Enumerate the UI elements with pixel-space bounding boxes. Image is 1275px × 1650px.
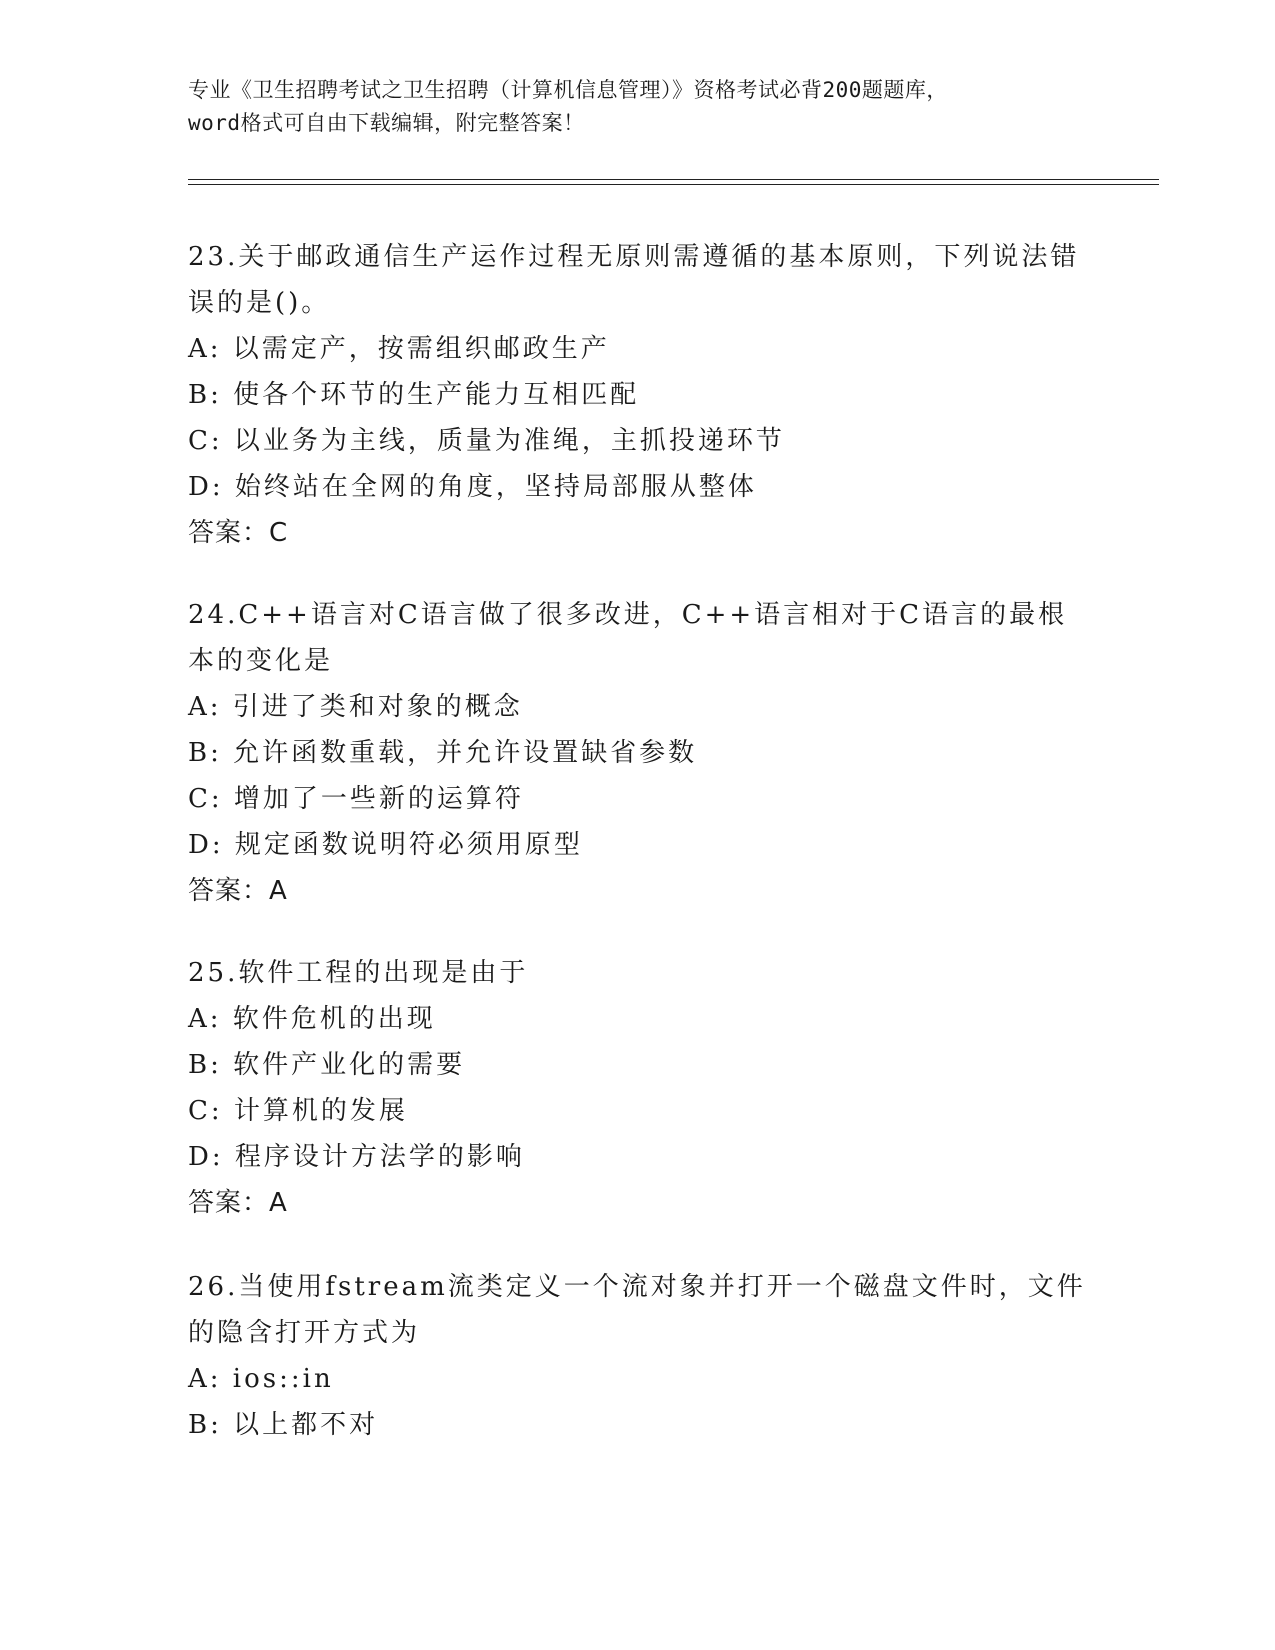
question-text: 24.C++语言对C语言做了很多改进，C++语言相对于C语言的最根本的变化是 [188, 600, 1068, 676]
option-b: B: 使各个环节的生产能力互相匹配 [188, 380, 640, 410]
option-b: B: 允许函数重载，并允许设置缺省参数 [188, 738, 698, 768]
answer-label: 答案：A [188, 876, 288, 906]
header-line-2: word格式可自由下载编辑，附完整答案！ [188, 111, 585, 135]
option-c: C: 增加了一些新的运算符 [188, 784, 524, 814]
question-text: 25.软件工程的出现是由于 [188, 958, 529, 988]
answer-label: 答案：C [188, 518, 289, 548]
question-25 [188, 950, 1088, 1226]
question-text: 26.当使用fstream流类定义一个流对象并打开一个磁盘文件时，文件的隐含打开方式为 [188, 1272, 1086, 1348]
option-b: B: 以上都不对 [188, 1410, 379, 1440]
question-text: 23.关于邮政通信生产运作过程无原则需遵循的基本原则，下列说法错误的是()。 [188, 242, 1080, 318]
answer-label: 答案：A [188, 1188, 288, 1218]
option-a: A: 软件危机的出现 [188, 1004, 436, 1034]
header-divider [188, 179, 1159, 185]
question-23 [188, 234, 1088, 556]
option-d: D: 规定函数说明符必须用原型 [188, 830, 583, 860]
option-a: A: 引进了类和对象的概念 [188, 692, 523, 722]
option-d: D: 始终站在全网的角度，坚持局部服从整体 [188, 472, 757, 502]
document-header [188, 74, 1088, 140]
option-c: C: 以业务为主线，质量为准绳，主抓投递环节 [188, 426, 785, 456]
option-a: A: 以需定产，按需组织邮政生产 [188, 334, 610, 364]
option-c: C: 计算机的发展 [188, 1096, 408, 1126]
option-d: D: 程序设计方法学的影响 [188, 1142, 525, 1172]
question-24 [188, 592, 1088, 914]
option-a: A: ios::in [188, 1364, 334, 1394]
header-line-1: 专业《卫生招聘考试之卫生招聘（计算机信息管理）》资格考试必背200题题库， [188, 78, 948, 102]
question-26 [188, 1264, 1088, 1448]
option-b: B: 软件产业化的需要 [188, 1050, 466, 1080]
